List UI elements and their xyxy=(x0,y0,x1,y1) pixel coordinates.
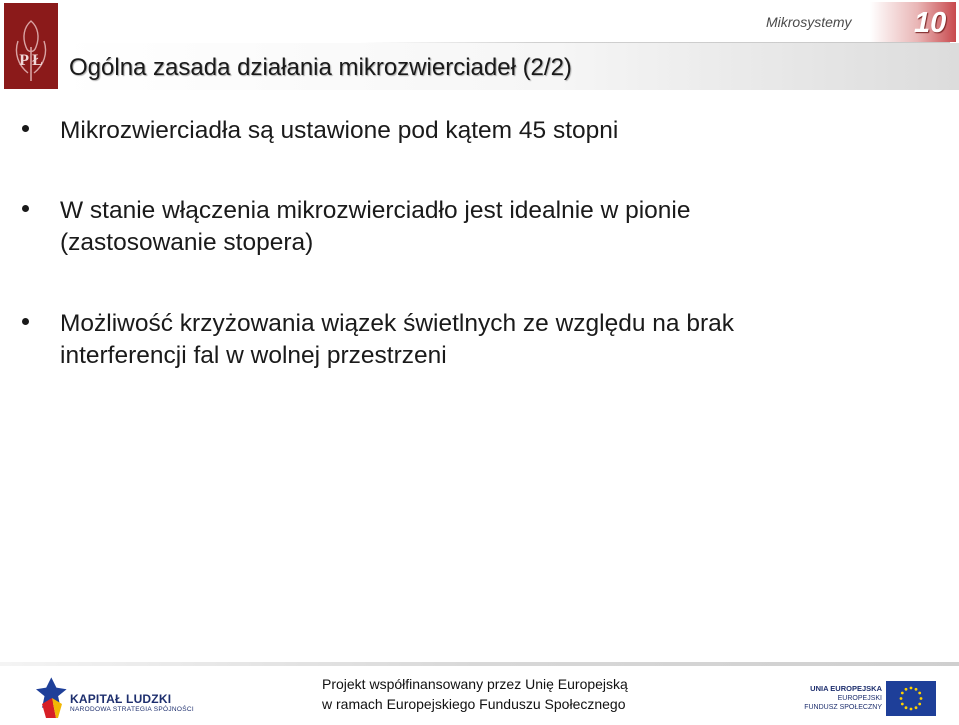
bullet-dot-icon xyxy=(22,205,29,212)
eu-label xyxy=(800,684,882,712)
bullet-line: (zastosowanie stopera) xyxy=(60,229,314,256)
page-number: 10 xyxy=(914,7,947,39)
section-label: Mikrosystemy xyxy=(766,14,852,30)
university-crest-icon xyxy=(4,3,58,89)
bullet-text xyxy=(60,308,910,372)
bullet-line: W stanie włączenia mikrozwierciadło jest idealnie w pionie xyxy=(60,197,691,224)
bullet-line: Możliwość krzyżowania wiązek świetlnych ze względu na brak xyxy=(60,310,735,337)
eu-label-line3: FUNDUSZ SPOŁECZNY xyxy=(804,704,882,711)
kapital-ludzki-emblem-icon xyxy=(36,674,68,720)
bullet-line: interferencji fal w wolnej przestrzeni xyxy=(60,342,447,369)
kapital-ludzki-subtitle: NARODOWA STRATEGIA SPÓJNOŚCI xyxy=(70,706,194,713)
bullet-dot-icon xyxy=(22,318,29,325)
university-logo xyxy=(4,3,58,89)
svg-text:P Ł: P Ł xyxy=(19,52,43,69)
eu-flag-icon xyxy=(886,681,936,716)
kapital-ludzki-title: KAPITAŁ LUDZKI xyxy=(70,692,172,706)
slide-header xyxy=(0,0,959,92)
project-funding-line2: w ramach Europejskiego Funduszu Społecznego xyxy=(322,696,626,712)
eu-label-line1: UNIA EUROPEJSKA xyxy=(810,684,882,693)
bullet-text xyxy=(60,195,910,259)
bullet-text xyxy=(60,115,910,147)
bullet-line: Mikrozwierciadła są ustawione pod kątem 45 stopni xyxy=(60,117,619,144)
project-funding-line1: Projekt współfinansowany przez Unię Europejską xyxy=(322,676,628,692)
slide-title: Ogólna zasada działania mikrozwierciadeł (2/2) xyxy=(69,54,572,81)
bullet-dot-icon xyxy=(22,125,29,132)
footer-divider xyxy=(0,662,959,666)
eu-label-line2: EUROPEJSKI xyxy=(837,695,882,702)
